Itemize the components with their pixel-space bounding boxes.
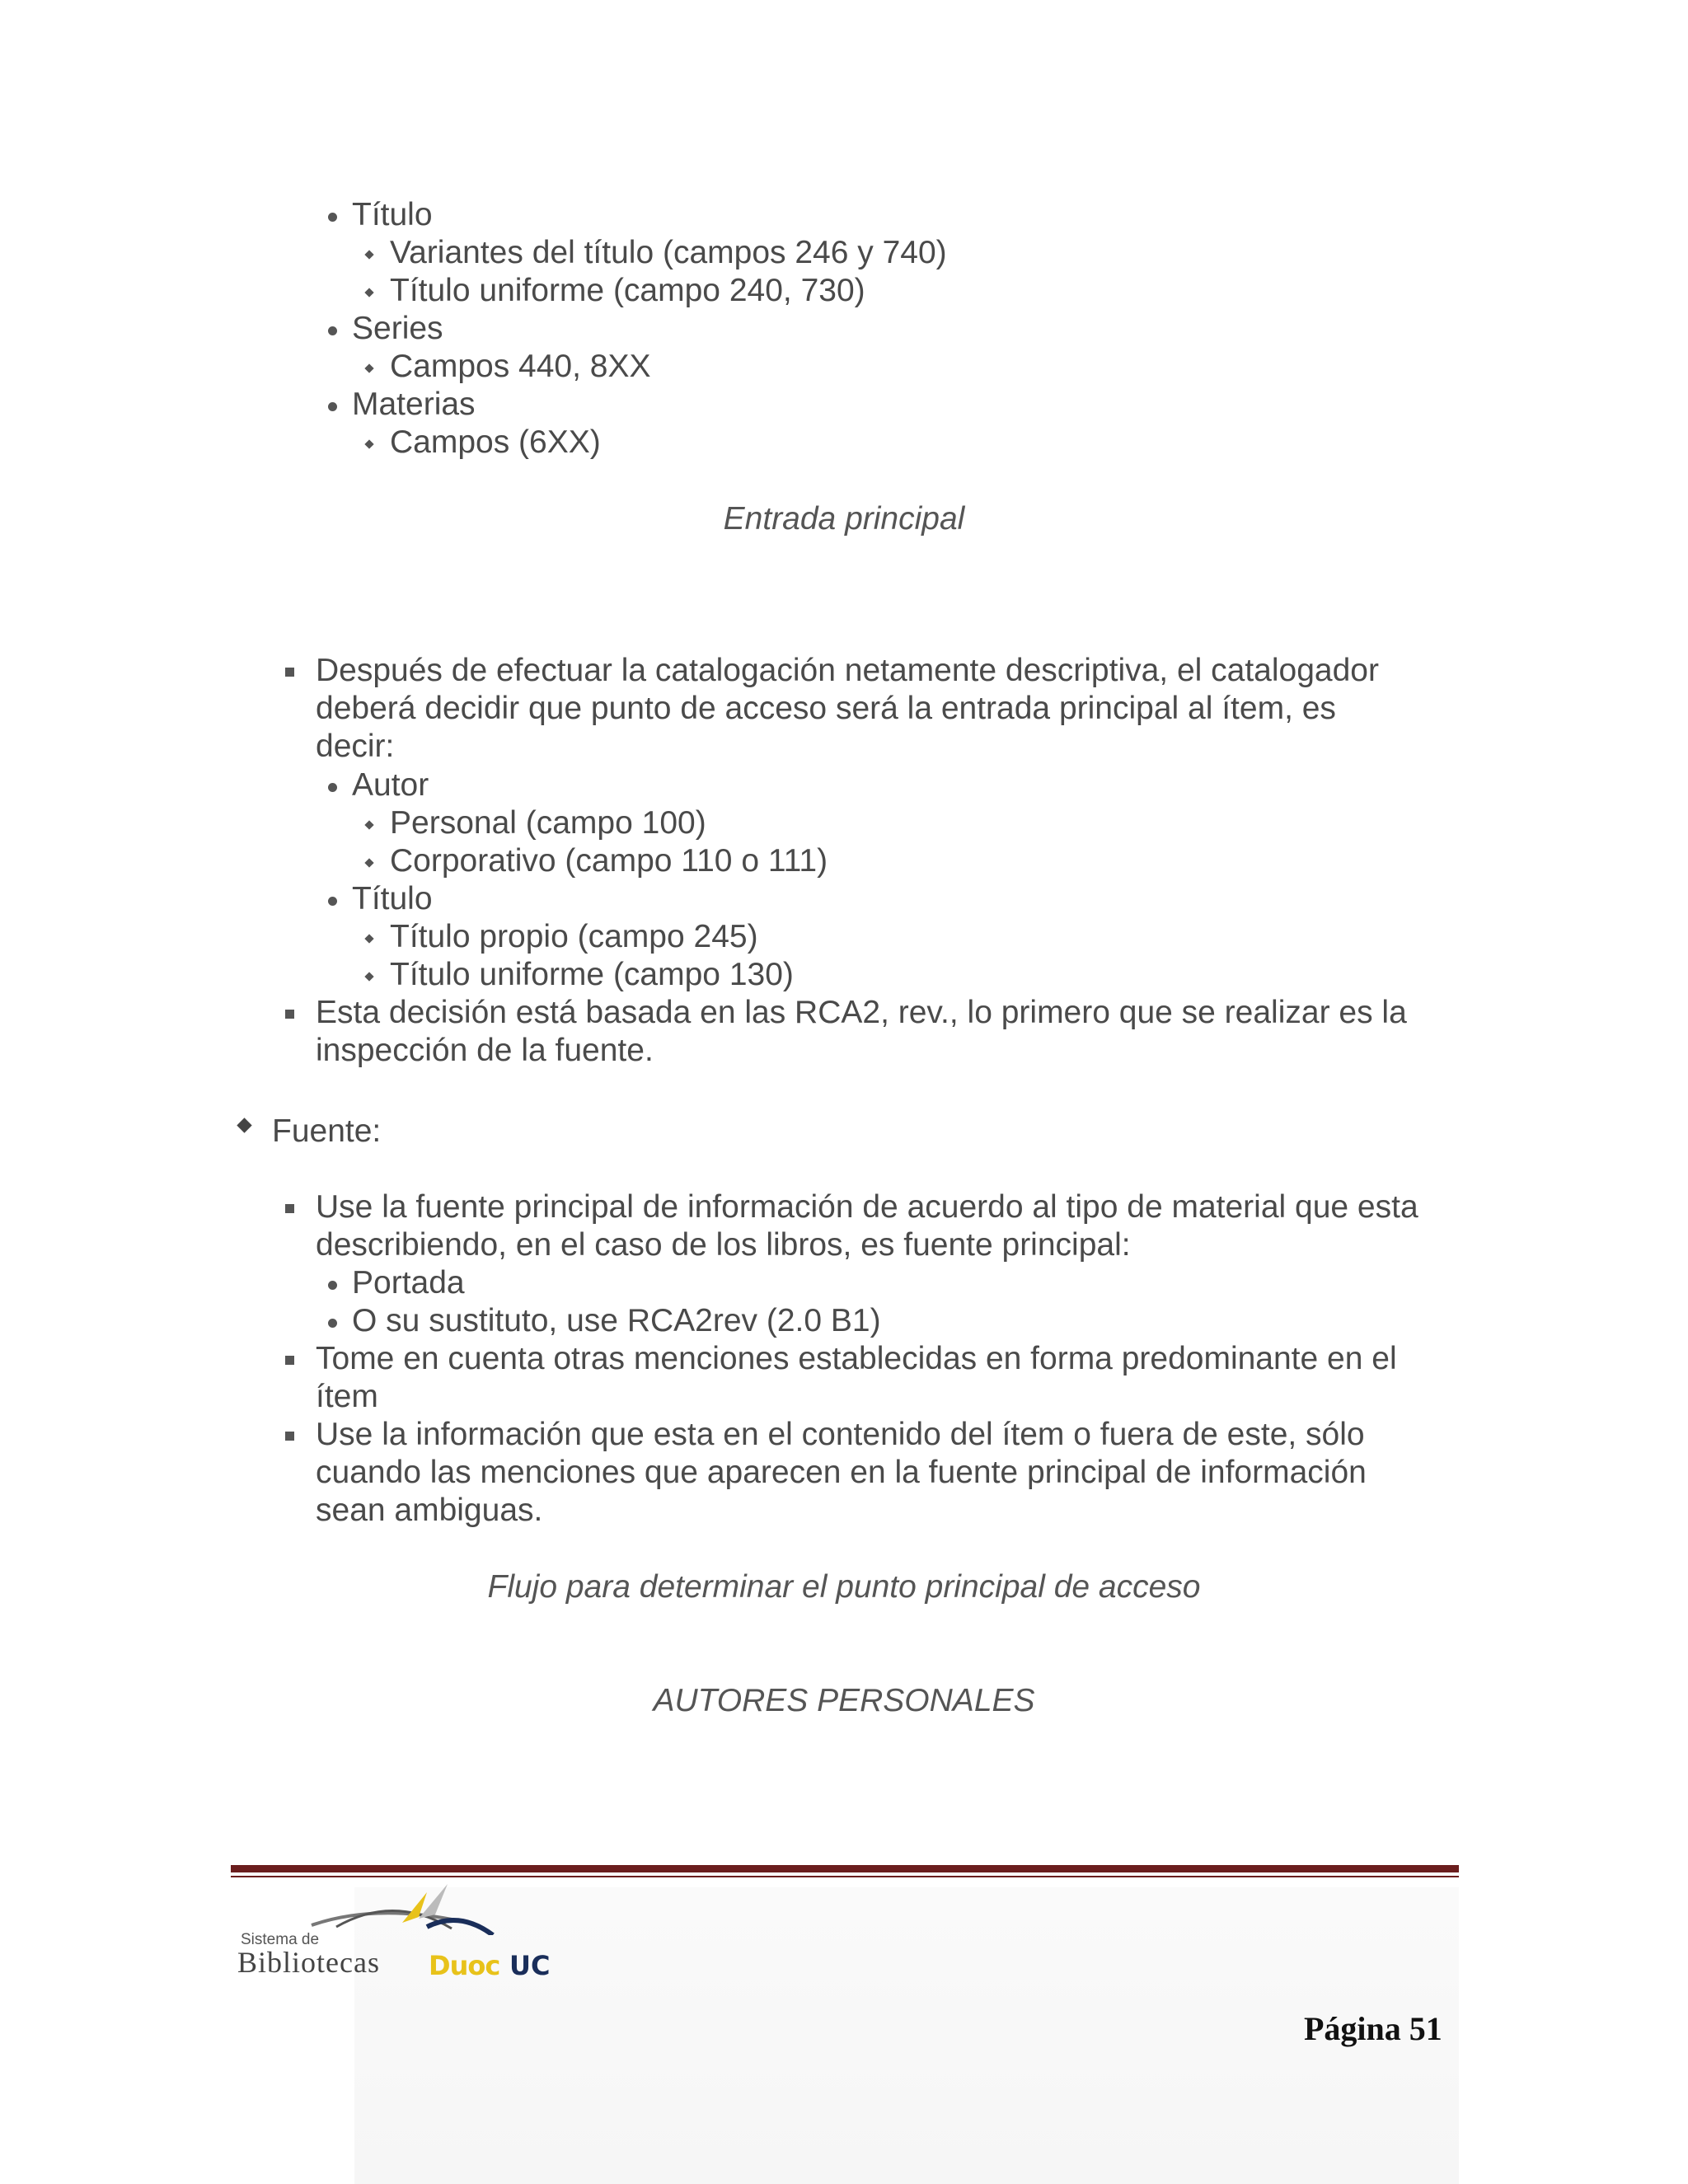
- small-diamond-bullet-icon: [364, 858, 373, 867]
- round-bullet-icon: [328, 1319, 337, 1328]
- paragraph-line: describiendo, en el caso de los libros, es fuente principal:: [316, 1227, 1131, 1263]
- caption-flujo: Flujo para determinar el punto principal de acceso: [487, 1569, 1201, 1605]
- small-diamond-bullet-icon: [364, 250, 373, 259]
- list-item-portada: Portada: [352, 1265, 465, 1301]
- footer-divider: [231, 1865, 1459, 1872]
- list-item-campos-materias: Campos (6XX): [390, 424, 601, 460]
- square-bullet-icon: [285, 668, 294, 677]
- section-label-fuente: Fuente:: [272, 1113, 382, 1149]
- paragraph-line: inspección de la fuente.: [316, 1033, 654, 1068]
- round-bullet-icon: [328, 783, 337, 792]
- small-diamond-bullet-icon: [364, 363, 373, 373]
- logo-text-duoc: Duoc: [429, 1950, 500, 1981]
- paragraph-line: decir:: [316, 729, 395, 764]
- round-bullet-icon: [328, 402, 337, 411]
- list-item-sustituto: O su sustituto, use RCA2rev (2.0 B1): [352, 1303, 881, 1338]
- small-diamond-bullet-icon: [364, 972, 373, 981]
- small-diamond-bullet-icon: [364, 439, 373, 448]
- list-item-materias: Materias: [352, 387, 476, 422]
- swoosh-logo-icon: [303, 1877, 501, 1935]
- diamond-bullet-icon: [237, 1118, 251, 1132]
- list-item-campos-series: Campos 440, 8XX: [390, 349, 651, 384]
- list-item-variantes: Variantes del título (campos 246 y 740): [390, 235, 947, 270]
- list-item-titulo: Título: [352, 881, 433, 916]
- round-bullet-icon: [328, 326, 337, 335]
- square-bullet-icon: [285, 1010, 294, 1019]
- round-bullet-icon: [328, 897, 337, 906]
- round-bullet-icon: [328, 1281, 337, 1290]
- logo-text-uc: UC: [509, 1950, 551, 1981]
- list-item-titulo: Título: [352, 197, 433, 232]
- paragraph-line: Después de efectuar la catalogación netamente descriptiva, el catalogador: [316, 653, 1379, 688]
- list-item-titulo-propio: Título propio (campo 245): [390, 919, 758, 954]
- paragraph-line: ítem: [316, 1379, 378, 1414]
- logo-text-small: Sistema de: [241, 1931, 320, 1948]
- duocuc-library-logo: [237, 1877, 584, 1981]
- square-bullet-icon: [285, 1432, 294, 1441]
- paragraph-line: Use la información que esta en el contenido del ítem o fuera de este, sólo: [316, 1417, 1365, 1452]
- paragraph-line: Tome en cuenta otras menciones establecidas en forma predominante en el: [316, 1341, 1397, 1376]
- paragraph-line: Esta decisión está basada en las RCA2, rev., lo primero que se realizar es la: [316, 995, 1407, 1030]
- paragraph-line: Use la fuente principal de información de acuerdo al tipo de material que esta: [316, 1189, 1418, 1225]
- square-bullet-icon: [285, 1204, 294, 1213]
- small-diamond-bullet-icon: [364, 820, 373, 829]
- paragraph-line: sean ambiguas.: [316, 1493, 543, 1528]
- paragraph-line: deberá decidir que punto de acceso será la entrada principal al ítem, es: [316, 691, 1336, 726]
- list-item-corporativo: Corporativo (campo 110 o 111): [390, 843, 828, 879]
- small-diamond-bullet-icon: [364, 288, 373, 297]
- page-number: Página 51: [1304, 2010, 1442, 2047]
- caption-autores-personales: AUTORES PERSONALES: [653, 1683, 1035, 1718]
- paragraph-line: cuando las menciones que aparecen en la fuente principal de información: [316, 1455, 1367, 1490]
- list-item-titulo-uniforme: Título uniforme (campo 240, 730): [390, 273, 865, 308]
- square-bullet-icon: [285, 1356, 294, 1365]
- caption-entrada-principal: Entrada principal: [723, 501, 965, 537]
- list-item-personal: Personal (campo 100): [390, 805, 706, 841]
- list-item-titulo-uniforme: Título uniforme (campo 130): [390, 957, 794, 992]
- logo-text-main: Bibliotecas: [237, 1946, 380, 1979]
- list-item-autor: Autor: [352, 767, 429, 803]
- small-diamond-bullet-icon: [364, 934, 373, 943]
- round-bullet-icon: [328, 213, 337, 222]
- list-item-series: Series: [352, 311, 443, 346]
